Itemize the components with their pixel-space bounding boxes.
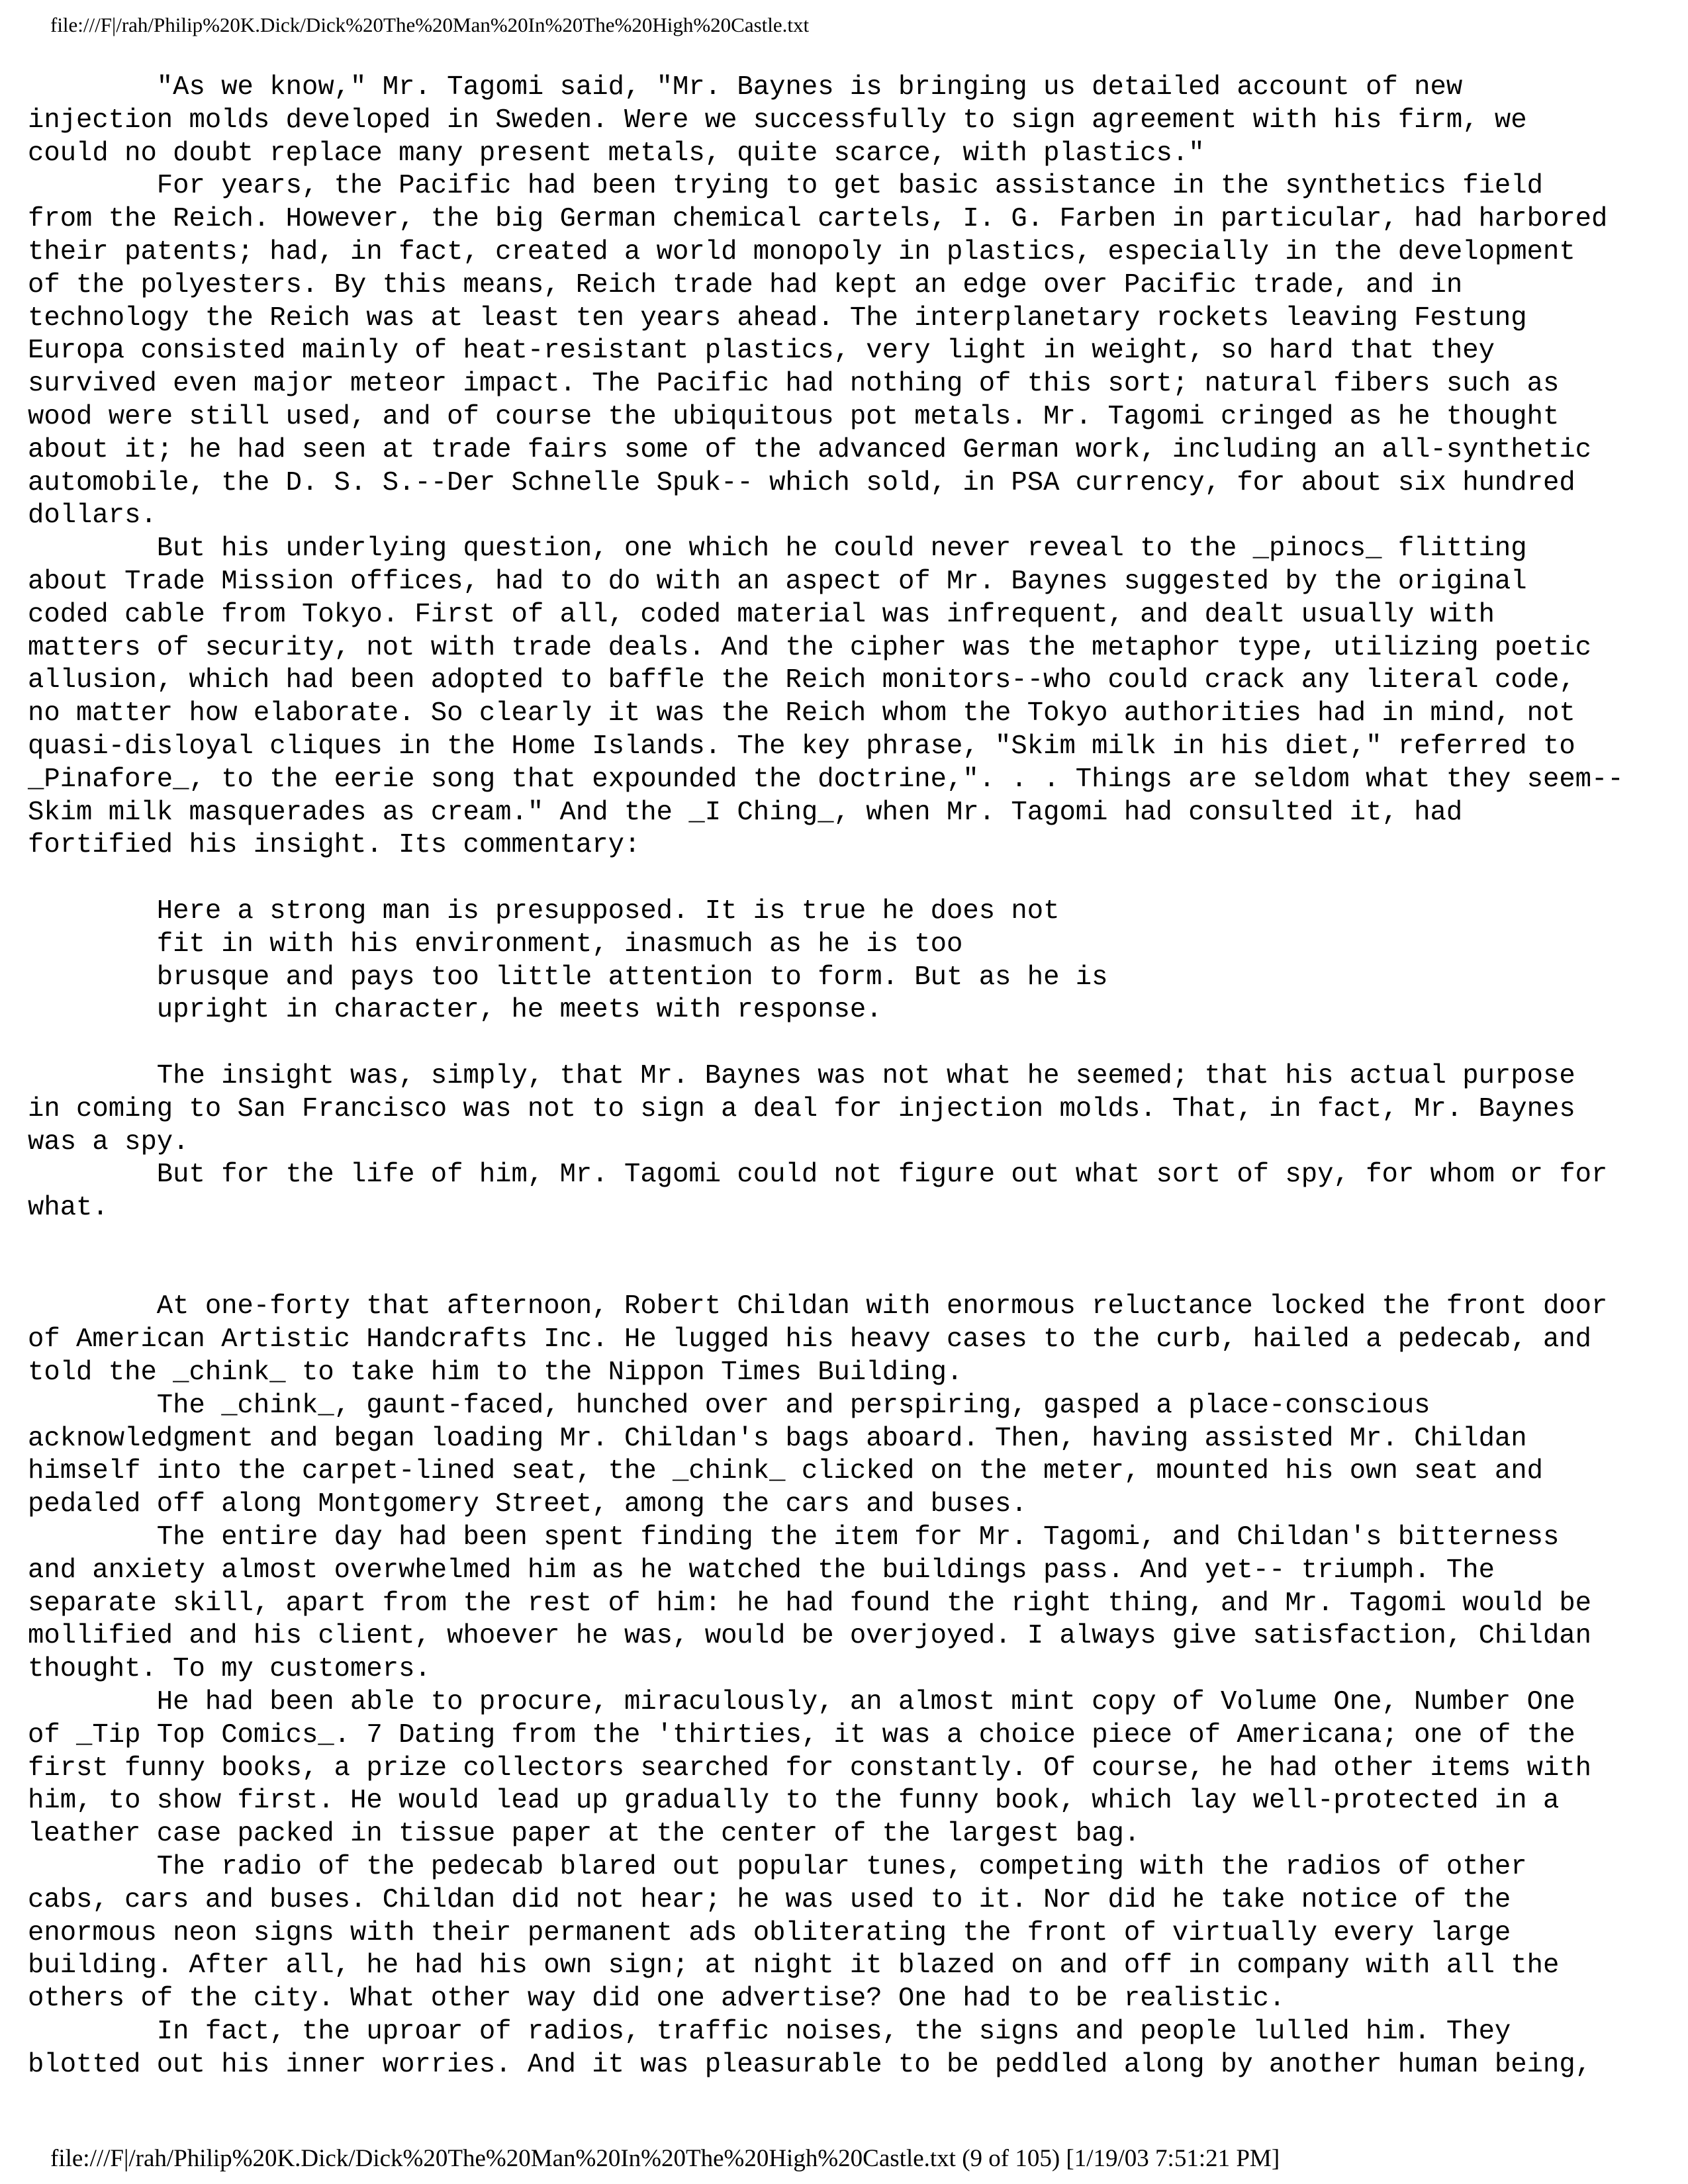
document-body-text: "As we know," Mr. Tagomi said, "Mr. Baynes is bringing us detailed account of new injection molds developed in Sweden. Were we successfully to sign agreement with his firm, we could no doubt replace many present metals, quite scarce, with plastics." For years, the Pacific had been trying to get basic assistance in the synthetics field from the Reich. However, the big German chemical cartels, I. G. Farben in particular, had harbored their patents; had, in fact, created a world monopoly in plastics, especially in the development of the polyesters. By this means, Reich trade had kept an edge over Pacific trade, and in technology the Reich was at least ten years ahead. The interplanetary rockets leaving Festung Europa consisted mainly of heat-resistant plastics, very light in weight, so hard that they survived even major meteor impact. The Pacific had nothing of this sort; natural fibers such as wood were still used, and of course the ubiquitous pot metals. Mr. Tagomi cringed as he thought about it; he had seen at trade fairs some of the advanced German work, including an all-synthetic automobile, the D. S. S.--Der Schnelle Spuk-- which sold, in PSA currency, for about six hundred dollars. But his underlying question, one which he could never reveal to the _pinocs_ flitting about Trade Mission offices, had to do with an aspect of Mr. Baynes suggested by the original coded cable from Tokyo. First of all, coded material was infrequent, and dealt usually with matters of security, not with trade deals. And the cipher was the metaphor type, utilizing poetic allusion, which had been adopted to baffle the Reich monitors--who could crack any literal code, no matter how elaborate. So clearly it was the Reich whom the Tokyo authorities had in mind, not quasi-disloyal cliques in the Home Islands. The key phrase, "Skim milk in his diet," referred to _Pinafore_, to the eerie song that expounded the doctrine,". . . Things are seldom what they seem-- Skim milk masquerades as cream." And the _I Ching_, when Mr. Tagomi had consulted it, had fortified his insight. Its commentary: Here a strong man is presupposed. It is true he does not fit in with his environment, inasmuch as he is too brusque and pays too little attention to form. But as he is upright in character, he meets with response. The insight was, simply, that Mr. Baynes was not what he seemed; that his actual purpose in coming to San Francisco was not to sign a deal for injection molds. That, in fact, Mr. Baynes was a spy. But for the life of him, Mr. Tagomi could not figure out what sort of spy, for whom or for what. At one-forty that afternoon, Robert Childan with enormous reluctance locked the front door of American Artistic Handcrafts Inc. He lugged his heavy cases to the curb, hailed a pedecab, and told the _chink_ to take him to the Nippon Times Building. The _chink_, gaunt-faced, hunched over and perspiring, gasped a place-conscious acknowledgment and began loading Mr. Childan's bags aboard. Then, having assisted Mr. Childan himself into the carpet-lined seat, the _chink_ clicked on the meter, mounted his own seat and pedaled off along Montgomery Street, among the cars and buses. The entire day had been spent finding the item for Mr. Tagomi, and Childan's bitterness and anxiety almost overwhelmed him as he watched the buildings pass. And yet-- triumph. The separate skill, apart from the rest of him: he had found the right thing, and Mr. Tagomi would be mollified and his client, whoever he was, would be overjoyed. I always give satisfaction, Childan thought. To my customers. He had been able to procure, miraculously, an almost mint copy of Volume One, Number One of _Tip Top Comics_. 7 Dating from the 'thirties, it was a choice piece of Americana; one of the first funny books, a prize collectors searched for constantly. Of course, he had other items with him, to show first. He would lead up gradually to the funny book, which lay well-protected in a leather case packed in tissue paper at the center of the largest bag. The radio of the pedecab blared out popular tunes, competing with the radios of other cabs, cars and buses. Childan did not hear; he was used to it. Nor did he take notice of the enormous neon signs with their permanent ads obliterating the front of virtually every large building. After all, he had his own sign; at night it blazed on and off in company with all the others of the city. What other way did one advertise? One had to be realistic. In fact, the uproar of radios, traffic noises, the signs and people lulled him. They blotted out his inner worries. And it was pleasurable to be peddled along by another human being, bbox=[28, 72, 1624, 2080]
page-header-url: file:///F|/rah/Philip%20K.Dick/Dick%20The%20Man%20In%20The%20High%20Castle.txt bbox=[50, 13, 810, 36]
page-footer-url: file:///F|/rah/Philip%20K.Dick/Dick%20The%20Man%20In%20The%20High%20Castle.txt (9 of 105) [1/19/03 7:51:21 PM] bbox=[50, 2145, 1280, 2172]
